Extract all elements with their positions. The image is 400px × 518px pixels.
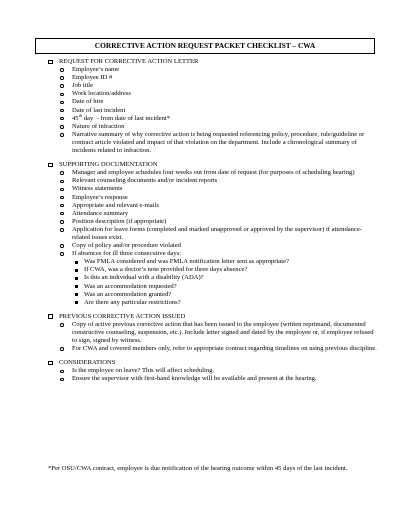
checklist [48,58,378,384]
item-text: Employee’s response [72,193,128,201]
square-bullet-icon [75,261,78,264]
section-heading [48,161,378,169]
list-item [48,202,378,210]
circle-bullet-icon [60,84,64,88]
sub-item-list [72,258,378,307]
section-heading-text: CONSIDERATIONS [59,359,116,367]
list-item [48,90,378,98]
circle-bullet-icon [60,76,64,80]
sub-item-text: Are there any particular restrictions? [84,298,181,306]
sub-item-text: If CWA, was a doctor’s note provided for three days absence? [84,266,248,274]
sub-list-item [48,291,378,299]
list-item [48,66,378,74]
checkbox-icon [48,163,53,168]
list-item [48,226,378,242]
item-text: Copy of active previous corrective action that has been issued to the employee (written reprimand, documented constructive counseling, suspension, etc.). Include letter signed and dated by the employee or, if employee refused to sign, signed by witness. [72,320,374,345]
list-item [48,210,378,218]
circle-bullet-icon [60,244,64,248]
item-text: For CWA and covered members only, refer to appropriate contract regarding timelines on using previous discipline. [72,345,377,353]
sub-item-text: Was an accommodation requested? [84,282,177,290]
circle-bullet-icon [60,220,64,224]
section-heading-text: PREVIOUS CORRECTIVE ACTION ISSUED [59,312,186,320]
list-item [48,242,378,250]
item-text: If absences for ill three consecutive days: [72,250,182,258]
square-bullet-icon [75,277,78,280]
item-text: day - from date of last incident* [82,114,170,122]
list-item [48,112,378,123]
footnote: *Per OSU/CWA contract, employee is due notification of the hearing outcome within 45 days of the last incident. [48,465,348,472]
circle-bullet-icon [60,196,64,200]
square-bullet-icon [75,285,78,288]
circle-bullet-icon [60,117,64,121]
circle-bullet-icon [60,93,64,97]
circle-bullet-icon [60,180,64,184]
item-text: Narrative summary of why corrective action is being requested referencing policy, procedure, rule/guideline or contract article violated and impact of that violation on the department. Include a chronological summary of incidents related to infraction. [72,130,365,155]
section-heading-text: SUPPORTING DOCUMENTATION [59,161,158,169]
circle-bullet-icon [60,125,64,129]
item-text: Date of last incident [72,106,126,114]
ordinal-suffix: th [78,112,83,118]
item-text: Date of hire [72,98,104,106]
list-item [48,177,378,185]
item-text: Witness statements [72,185,123,193]
section-heading [48,58,378,66]
list-item [48,375,378,383]
list-item [48,185,378,193]
list-item [48,123,378,131]
checkbox-icon [48,361,53,366]
circle-bullet-icon [60,347,64,351]
circle-bullet-icon [60,228,64,232]
item-text: Job title [72,82,94,90]
list-item [48,218,378,226]
circle-bullet-icon [60,212,64,216]
sub-item-text: Is this an individual with a disability (ADA)? [84,274,204,282]
list-item [48,131,378,155]
item-text: Appropriate and relevant e-mails [72,201,159,209]
circle-bullet-icon [60,204,64,208]
item-list [48,66,378,155]
document-title: CORRECTIVE ACTION REQUEST PACKET CHECKLIST – CWA [35,38,375,54]
list-item [48,74,378,82]
item-text: Ensure the supervisor with first-hand knowledge will be available and present at the hearing. [72,375,317,383]
list-item [48,169,378,177]
list-item [48,345,378,353]
list-item [48,367,378,375]
circle-bullet-icon [60,133,64,137]
list-item [48,194,378,202]
item-list [48,321,378,353]
checkbox-icon [48,314,53,319]
item-text: Employee’s name [72,66,120,74]
item-text: Relevant counseling documents and/or incident reports [72,177,218,185]
item-list [48,367,378,383]
section-request-letter [48,58,378,155]
circle-bullet-icon [60,188,64,192]
sub-item-text: Was an accommodation granted? [84,290,172,298]
item-text: Application for leave forms (completed and marked unapproved or approved by the supervisor) if attendance-related issues exist. [72,225,363,241]
sub-list-item [48,266,378,274]
sub-item-text: Was FMLA considered and was FMLA notification letter sent as appropriate? [84,258,289,266]
section-considerations [48,359,378,383]
sub-list-item [48,274,378,282]
item-text: Copy of policy and/or procedure violated [72,242,181,250]
circle-bullet-icon [60,109,64,113]
item-text: Manager and employee schedules four weeks out from date of request (for purposes of scheduling hearing) [72,169,355,177]
section-previous-corrective-action [48,313,378,353]
square-bullet-icon [75,301,78,304]
checkbox-icon [48,60,53,65]
item-text: Work location/address [72,90,131,98]
item-text: Employee ID # [72,74,113,82]
square-bullet-icon [75,269,78,272]
item-text: Position description (if appropriate) [72,217,167,225]
list-item [48,82,378,90]
section-heading [48,313,378,321]
circle-bullet-icon [60,101,64,105]
list-item [48,98,378,106]
item-list [48,169,378,307]
item-text: Is the employee on leave? This will affect scheduling. [72,367,215,375]
square-bullet-icon [75,293,78,296]
item-text: Nature of infraction [72,122,125,130]
section-heading-text: REQUEST FOR CORRECTIVE ACTION LETTER [59,58,199,65]
section-supporting-documentation [48,161,378,307]
list-item [48,321,378,345]
circle-bullet-icon [60,252,64,256]
circle-bullet-icon [60,378,64,382]
item-text-number: 45 [72,114,79,122]
section-heading [48,359,378,367]
circle-bullet-icon [60,370,64,374]
circle-bullet-icon [60,171,64,175]
sub-list-item [48,283,378,291]
sub-list-item [48,258,378,266]
list-item [48,107,378,115]
list-item [48,250,378,307]
circle-bullet-icon [60,323,64,327]
circle-bullet-icon [60,68,64,72]
item-text: Attendance summary [72,209,129,217]
sub-list-item [48,299,378,307]
